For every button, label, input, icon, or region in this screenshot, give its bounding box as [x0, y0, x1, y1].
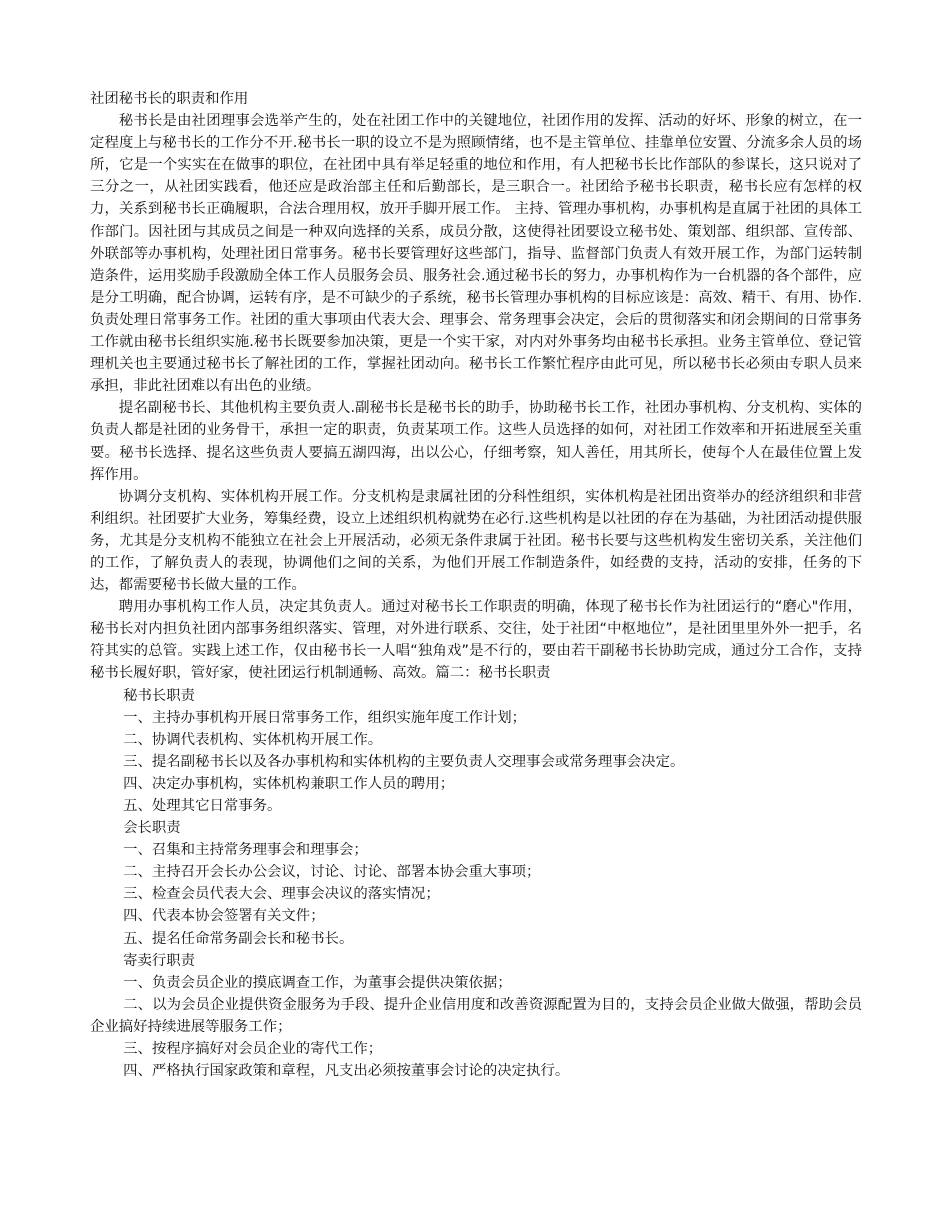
document-body: [90, 88, 862, 1082]
list-item: 一、负责会员企业的摸底调查工作，为董事会提供决策依据；: [123, 974, 512, 991]
list-item: 三、按程序搞好对会员企业的寄代工作；: [123, 1041, 383, 1058]
list-item: 一、主持办事机构开展日常事务工作，组织实施年度工作计划；: [123, 709, 527, 726]
paragraph-role-overview: 秘书长是由社团理事会选举产生的，处在社团工作中的关键地位，社团作用的发挥、活动的好坏、形象的树立，在一定程度上与秘书长的工作分不开.秘书长一职的设立不是为照顾情绪，也不是主管单位、挂靠单位安置、分流多余人员的场所，它是一个实实在在做事的职位，在社团中具有举足轻重的地位和作用，有人把秘书长比作部队的参谋长，这只说对了三分之一，从社团实践看，他还应是政治部主任和后勤部长，是三职合一。社团给予秘书长职责，秘书长应有怎样的权力，关系到秘书长正确履职，合法合理用权，放开手脚开展工作。 主持、管理办事机构，办事机构是直属于社团的具体工作部门。因社团与其成员之间是一种双向选择的关系，成员分散，这使得社团要设立秘书处、策划部、组织部、宣传部、外联部等办事机构，处理社团日常事务。秘书长要管理好这些部门，指导、监督部门负责人有效开展工作，为部门运转制造条件，运用奖励手段激励全体工作人员服务会员、服务社会.通过秘书长的努力，办事机构作为一台机器的各个部件，应是分工明确，配合协调，运转有序，是不可缺少的子系统，秘书长管理办事机构的目标应该是：高效、精干、有用、协作. 负责处理日常事务工作。社团的重大事项由代表大会、理事会、常务理事会决定，会后的贯彻落实和闭会期间的日常事务工作就由秘书长组织实施.秘书长既要参加决策，更是一个实干家，对内对外事务均由秘书长承担。业务主管单位、登记管理机关也主要通过秘书长了解社团的工作，掌握社团动向。秘书长工作繁忙程序由此可见，所以秘书长必须由专职人员来承担，非此社团难以有出色的业绩。: [90, 113, 862, 395]
list-item: 五、提名任命常务副会长和秘书长。: [123, 930, 354, 947]
list-item: 二、主持召开会长办公会议，讨论、讨论、部署本协会重大事项；: [123, 864, 541, 881]
list-item: 二、协调代表机构、实体机构开展工作。: [123, 731, 383, 748]
section-heading-secretary-general: 秘书长职责: [123, 687, 196, 704]
list-item: 四、决定办事机构，实体机构兼职工作人员的聘用；: [123, 775, 455, 792]
paragraph-coordinate-branches: 协调分支机构、实体机构开展工作。分支机构是隶属社团的分科性组织，实体机构是社团出资举办的经济组织和非营利组织。社团要扩大业务，筹集经费，设立上述组织机构就势在必行.这些机构是以社团的存在为基础，为社团活动提供服务，尤其是分支机构不能独立在社会上开展活动，必须无条件隶属于社团。秘书长要与这些机构发生密切关系，关注他们的工作，了解负责人的表现，协调他们之间的关系，为他们开展工作制造条件，如经费的支持，活动的安排，任务的下达，都需要秘书长做大量的工作。: [90, 488, 862, 594]
list-item: 一、召集和主持常务理事会和理事会；: [123, 842, 368, 859]
document-title: 社团秘书长的职责和作用: [90, 91, 249, 107]
section-heading-consignment: 寄卖行职责: [123, 952, 196, 969]
list-item: 三、检查会员代表大会、理事会决议的落实情况；: [123, 886, 440, 903]
paragraph-nominate-deputies: 提名副秘书长、其他机构主要负责人.副秘书长是秘书长的助手，协助秘书长工作，社团办事机构、分支机构、实体的负责人都是社团的业务骨干，承担一定的职责，负责某项工作。这些人员选择的如何，对社团工作效率和开拓进展至关重要。秘书长选择、提名这些负责人要搞五湖四海，出以公心，仔细考察，知人善任，用其所长，使每个人在最佳位置上发挥作用。: [90, 400, 862, 483]
paragraph-hire-staff: 聘用办事机构工作人员，决定其负责人。通过对秘书长工作职责的明确，体现了秘书长作为社团运行的“磨心"作用，秘书长对内担负社团内部事务组织落实、管理，对外进行联系、交往，处于社团“中枢地位”，是社团里里外外一把手，名符其实的总管。实践上述工作，仅由秘书长一人唱“独角戏”是不行的，要由若干副秘书长协助完成，通过分工合作，支持秘书长履好职，管好家，使社团运行机制通畅、高效。篇二：秘书长职责: [90, 599, 862, 682]
list-item: 三、提名副秘书长以及各办事机构和实体机构的主要负责人交理事会或常务理事会决定。: [123, 753, 685, 770]
list-item: 四、代表本协会签署有关文件；: [123, 908, 325, 925]
list-item: 五、处理其它日常事务。: [123, 798, 282, 814]
list-item: 四、严格执行国家政策和章程，凡支出必须按董事会讨论的决定执行。: [123, 1063, 570, 1080]
section-heading-president: 会长职责: [123, 820, 181, 837]
list-item: 二、以为会员企业提供资金服务为手段、提升企业信用度和改善资源配置为目的，支持会员企业做大做强，帮助会员企业搞好持续进展等服务工作；: [90, 996, 862, 1035]
